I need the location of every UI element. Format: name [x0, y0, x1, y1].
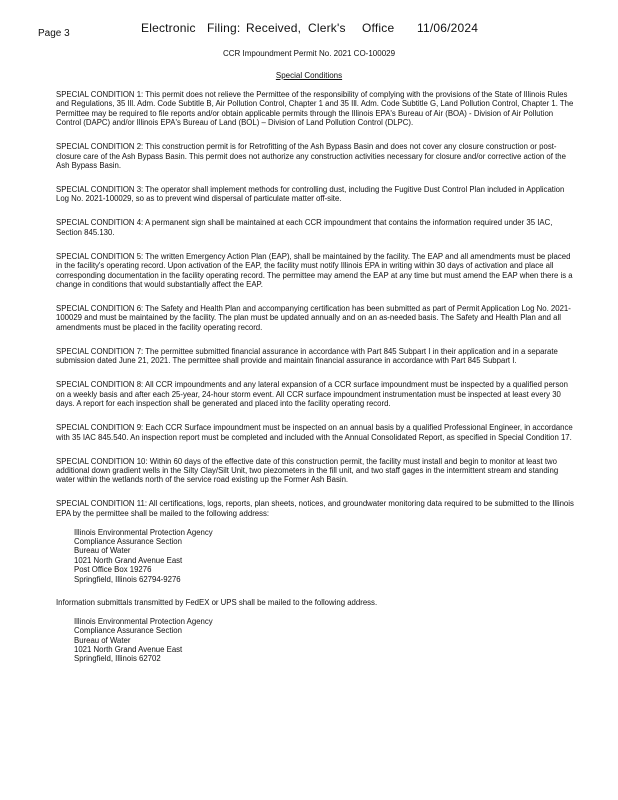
courier-note: Information submittals transmitted by FedEX or UPS shall be mailed to the following address.	[56, 597, 378, 607]
stamp-word-clerks: Clerk's	[308, 21, 346, 35]
address-line: Springfield, Illinois 62702	[74, 654, 161, 664]
stamp-word-office: Office	[362, 21, 395, 35]
special-condition-3: SPECIAL CONDITION 3: The operator shall implement methods for controlling dust, including the Fugitive Dust Control Plan included in Application Log No. 2021-100029, so as to prevent wind dispersal of particulate matter off-site.	[56, 185, 565, 204]
section-title: Special Conditions	[275, 71, 343, 80]
address-line: 1021 North Grand Avenue East	[74, 555, 183, 565]
address-line: Springfield, Illinois 62794-9276	[74, 574, 181, 584]
address-line: Illinois Environmental Protection Agency	[74, 616, 213, 626]
stamp-word-received: Received,	[246, 21, 302, 35]
special-condition-11: SPECIAL CONDITION 11: All certifications, logs, reports, plan sheets, notices, and groundwater monitoring data required to be submitted to the Illinois EPA by the permittee shall be mailed to the following address:	[56, 499, 574, 518]
special-condition-9: SPECIAL CONDITION 9: Each CCR Surface impoundment must be inspected on an annual basis by a qualified Professional Engineer, in accordance with 35 IAC 845.540. An inspection report must be completed and included with the Annual Consolidated Report, as specified in Special Condition 17.	[56, 423, 573, 442]
address-line: 1021 North Grand Avenue East	[74, 644, 183, 654]
stamp-date: 11/06/2024	[417, 21, 479, 35]
stamp-word-electronic: Electronic	[141, 21, 196, 35]
address-line: Bureau of Water	[74, 546, 131, 556]
electronic-filing-stamp	[141, 21, 478, 35]
special-condition-10: SPECIAL CONDITION 10: Within 60 days of the effective date of this construction permit, the facility must install and begin to monitor at least two additional down gradient wells in the Silty Clay/Silt Unit, two piezometers in the fill unit, and two staff gages in the intermittent stream and standing water within the wetlands north of the service road existing up the Former Ash Basin.	[56, 456, 559, 485]
special-condition-5: SPECIAL CONDITION 5: The written Emergency Action Plan (EAP), shall be maintained by the facility. The EAP and all amendments must be placed in the facility's operating record. Upon activation of the EAP, the facility must notify Illinois EPA in writing within 30 days of activation and place all corresponding documentation in the facility operating record. The permittee may amend the EAP at any time but must amend the EAP when there is a change in conditions that would substantially affect the EAP.	[56, 251, 573, 290]
mailing-address	[74, 528, 578, 584]
address-line: Post Office Box 19276	[74, 565, 152, 575]
courier-address	[74, 617, 578, 664]
page-number: Page 3	[38, 28, 70, 39]
special-condition-2: SPECIAL CONDITION 2: This construction permit is for Retrofitting of the Ash Bypass Basin and does not cover any closure construction or post-closure care of the Ash Bypass Basin. This permit does not authorize any construction activities necessary for closure and/or corrective action of the Ash Bypass Basin.	[56, 142, 566, 171]
special-condition-8: SPECIAL CONDITION 8: All CCR impoundments and any lateral expansion of a CCR surface impoundment must be inspected by a qualified person on a weekly basis and after each 25-year, 24-hour storm event. All CCR surface impoundment instrumentation must be inspected at least every 30 days. A report for each inspection shall be generated and placed into the facility operating record.	[56, 380, 568, 409]
special-condition-7: SPECIAL CONDITION 7: The permittee submitted financial assurance in accordance with Part 845 Subpart I in their application and in a separate submission dated June 21, 2021. The permittee shall provide and maintain financial assurance in accordance with Part 845 Subpart I.	[56, 346, 558, 366]
special-condition-6: SPECIAL CONDITION 6: The Safety and Health Plan and accompanying certification has been submitted as part of Permit Application Log No. 2021-100029 and must be maintained by the facility. The plan must be updated annually and on an as-needed basis. The Safety and Health Plan and all amendments must be placed in the facility operating record.	[56, 304, 571, 332]
document-body	[56, 90, 578, 673]
stamp-word-filing: Filing:	[207, 21, 241, 35]
permit-title: CCR Impoundment Permit No. 2021 CO-100029	[222, 49, 396, 58]
special-condition-4: SPECIAL CONDITION 4: A permanent sign shall be maintained at each CCR impoundment that contains the information required under 35 IAC, Section 845.130.	[56, 218, 553, 237]
special-condition-1: SPECIAL CONDITION 1: This permit does not relieve the Permittee of the responsibility of complying with the provisions of the State of Illinois Rules and Regulations, 35 Ill. Adm. Code Subtitle B, Air Pollution Control, Chapter 1 and 35 Ill. Adm. Code Subtitle G, Land Pollution Control, Chapter 1. The Permittee may be required to file reports and/or obtain applicable permits through the Illinois EPA's Bureau of Air (BOA) - Division of Air Pollution Control (DAPC) and/or Illinois EPA's Bureau of Land (BOL) – Division of Land Pollution Control (DLPC).	[56, 90, 574, 128]
address-line: Bureau of Water	[74, 635, 131, 645]
address-line: Illinois Environmental Protection Agency	[74, 527, 213, 537]
address-line: Compliance Assurance Section	[74, 626, 182, 636]
address-line: Compliance Assurance Section	[74, 536, 182, 546]
